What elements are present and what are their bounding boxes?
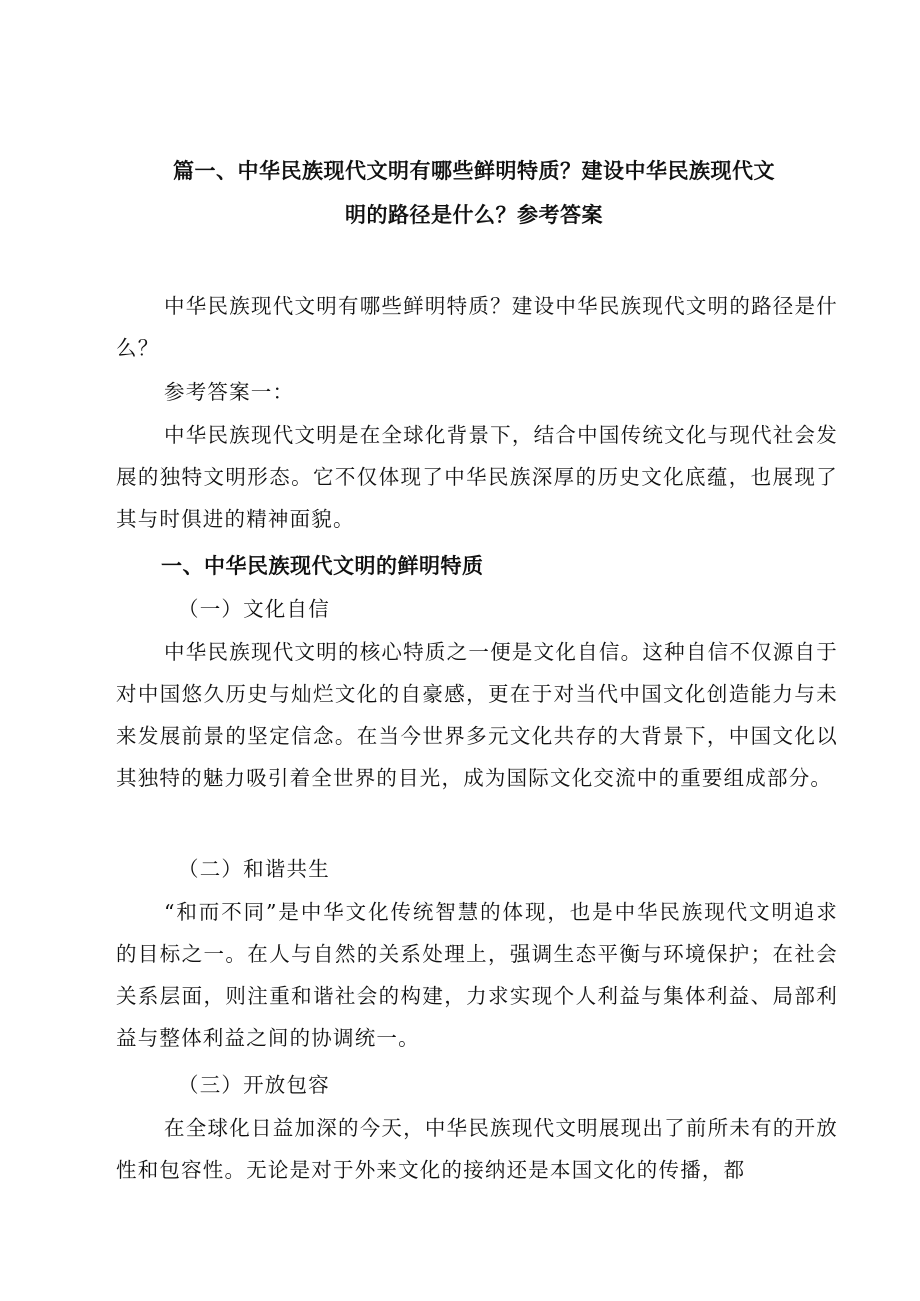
subsection-heading-2: （二）和谐共生 (178, 857, 330, 881)
subsection-paragraph-2: “和而不同”是中华文化传统智慧的体现，也是中华民族现代文明追求的目标之一。在人与自然的关系处理上，强调生态平衡与环境保护；在社会关系层面，则注重和谐社会的构建，力求实现个人利益与集体利益、局部利益与整体利益之间的协调统一。 (116, 900, 838, 1050)
intro-paragraph: 中华民族现代文明是在全球化背景下，结合中国传统文化与现代社会发展的独特文明形态。它不仅体现了中华民族深厚的历史文化底蕴，也展现了其与时俱进的精神面貌。 (116, 423, 838, 531)
subsection-paragraph-1: 中华民族现代文明的核心特质之一便是文化自信。这种自信不仅源自于对中国悠久历史与灿烂文化的自豪感，更在于对当代中国文化创造能力与未来发展前景的坚定信念。在当今世界多元文化共存的大背景下，中国文化以其独特的魅力吸引着全世界的目光，成为国际文化交流中的重要组成部分。 (116, 640, 838, 790)
section-heading-1: 一、中华民族现代文明的鲜明特质 (161, 554, 484, 578)
document-title-line-1: 篇一、中华民族现代文明有哪些鲜明特质？建设中华民族现代文 (173, 159, 775, 183)
question-paragraph: 中华民族现代文明有哪些鲜明特质？建设中华民族现代文明的路径是什么？ (116, 294, 838, 360)
subsection-heading-3: （三）开放包容 (178, 1073, 330, 1097)
document-title-line-2: 明的路径是什么？参考答案 (345, 203, 603, 227)
subsection-paragraph-3: 在全球化日益加深的今天，中华民族现代文明展现出了前所未有的开放性和包容性。无论是对于外来文化的接纳还是本国文化的传播，都 (116, 1116, 838, 1182)
subsection-heading-1: （一）文化自信 (178, 597, 330, 621)
answer-label: 参考答案一： (164, 380, 295, 404)
